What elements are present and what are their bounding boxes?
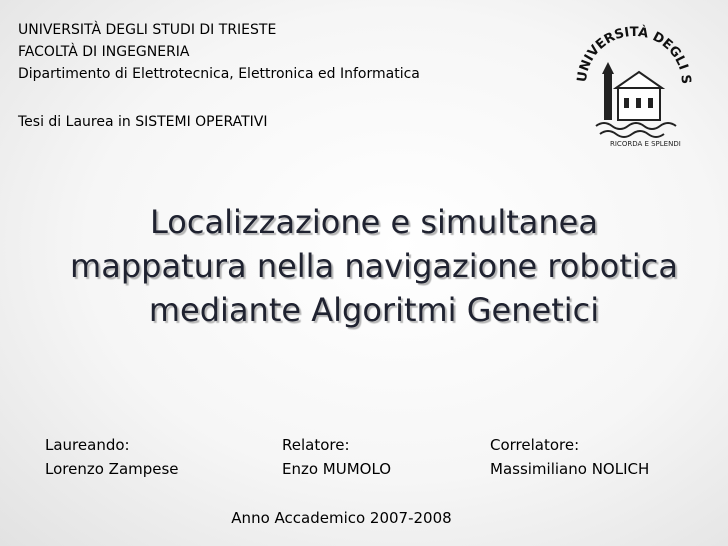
laureando-block xyxy=(45,433,179,481)
correlatore-block xyxy=(490,433,649,481)
department-name: Dipartimento di Elettrotecnica, Elettronica ed Informatica xyxy=(18,66,420,82)
university-name: UNIVERSITÀ DEGLI STUDI DI TRIESTE xyxy=(18,22,277,38)
relatore-name: Enzo MUMOLO xyxy=(282,460,392,478)
university-seal-icon xyxy=(566,14,702,154)
thesis-subject: Tesi di Laurea in SISTEMI OPERATIVI xyxy=(18,114,268,130)
title-line-2: mappatura nella navigazione robotica xyxy=(70,247,678,285)
svg-text:UNIVERSITÀ DEGLI STUDI DI TRIE: UNIVERSITÀ DEGLI S xyxy=(574,24,694,85)
title-line-1: Localizzazione e simultanea xyxy=(150,203,598,241)
academic-year: Anno Accademico 2007-2008 xyxy=(231,509,452,527)
correlatore-name: Massimiliano NOLICH xyxy=(490,460,650,478)
relatore-block xyxy=(282,433,391,481)
title-line-3: mediante Algoritmi Genetici xyxy=(148,291,600,329)
laureando-label: Laureando: xyxy=(45,436,130,454)
faculty-name: FACOLTÀ DI INGEGNERIA xyxy=(18,44,190,60)
correlatore-label: Correlatore: xyxy=(490,436,580,454)
svg-text:RICORDA E SPLENDI: RICORDA E SPLENDI xyxy=(610,140,681,148)
thesis-title xyxy=(40,200,708,332)
relatore-label: Relatore: xyxy=(282,436,350,454)
laureando-name: Lorenzo Zampese xyxy=(45,460,179,478)
